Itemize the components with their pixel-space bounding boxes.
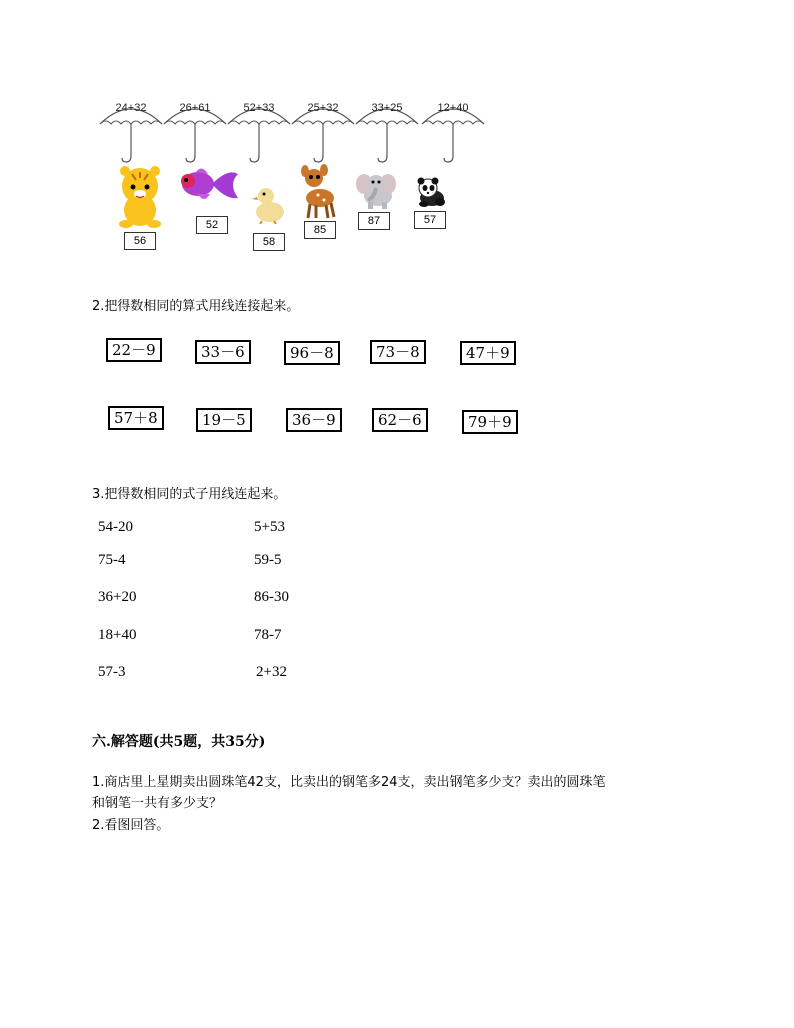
umbrella <box>226 96 292 164</box>
equation-box: 62－6 <box>372 408 428 432</box>
equation-box: 79＋9 <box>462 410 518 434</box>
problem-1-line-2: 和钢笔一共有多少支？ <box>92 796 223 811</box>
umbrella-expression: 33+25 <box>371 102 403 114</box>
equation-box: 73－8 <box>370 340 426 364</box>
expression: 54-20 <box>98 519 133 535</box>
expression: 75-4 <box>98 552 126 568</box>
umbrella <box>290 96 356 164</box>
animal-number-box: 85 <box>304 221 336 239</box>
panda-icon <box>412 176 448 208</box>
umbrella-expression: 52+33 <box>243 102 275 114</box>
elephant-icon <box>354 170 398 210</box>
equation-box: 22－9 <box>106 338 162 362</box>
equation-box: 96－8 <box>284 341 340 365</box>
expression: 78-7 <box>254 627 282 643</box>
expression: 86-30 <box>254 589 289 605</box>
duckling-icon <box>252 184 286 224</box>
question-3-title: 3.把得数相同的式子用线连起来。 <box>92 487 287 502</box>
problem-1-line-1: 1.商店里上星期卖出圆珠笔42支，比卖出的钢笔多24支，卖出钢笔多少支？卖出的圆珠笔 <box>92 775 606 790</box>
animal-number-box: 52 <box>196 216 228 234</box>
deer-icon <box>296 164 344 220</box>
tiger-icon <box>112 162 168 230</box>
expression: 36+20 <box>98 589 137 605</box>
umbrella-expression: 24+32 <box>115 102 147 114</box>
question-2-title: 2.把得数相同的算式用线连接起来。 <box>92 299 300 314</box>
equation-box: 47＋9 <box>460 341 516 365</box>
animal-number-box: 57 <box>414 211 446 229</box>
expression: 5+53 <box>254 519 285 535</box>
umbrella-expression: 12+40 <box>437 102 469 114</box>
expression: 18+40 <box>98 627 137 643</box>
problem-2: 2.看图回答。 <box>92 818 170 833</box>
equation-box: 33－6 <box>195 340 251 364</box>
expression: 59-5 <box>254 552 282 568</box>
equation-box: 19－5 <box>196 408 252 432</box>
equation-box: 36－9 <box>286 408 342 432</box>
goldfish-icon <box>176 166 240 206</box>
equation-box: 57＋8 <box>108 406 164 430</box>
umbrella <box>98 96 164 164</box>
umbrella <box>162 96 228 164</box>
umbrella <box>420 96 486 164</box>
section-6-title: 六.解答题(共5题，共35分) <box>92 734 266 750</box>
animal-number-box: 56 <box>124 232 156 250</box>
animal-number-box: 58 <box>253 233 285 251</box>
animal-number-box: 87 <box>358 212 390 230</box>
expression: 2+32 <box>256 664 287 680</box>
umbrella-expression: 26+61 <box>179 102 211 114</box>
expression: 57-3 <box>98 664 126 680</box>
umbrella <box>354 96 420 164</box>
umbrella-expression: 25+32 <box>307 102 339 114</box>
